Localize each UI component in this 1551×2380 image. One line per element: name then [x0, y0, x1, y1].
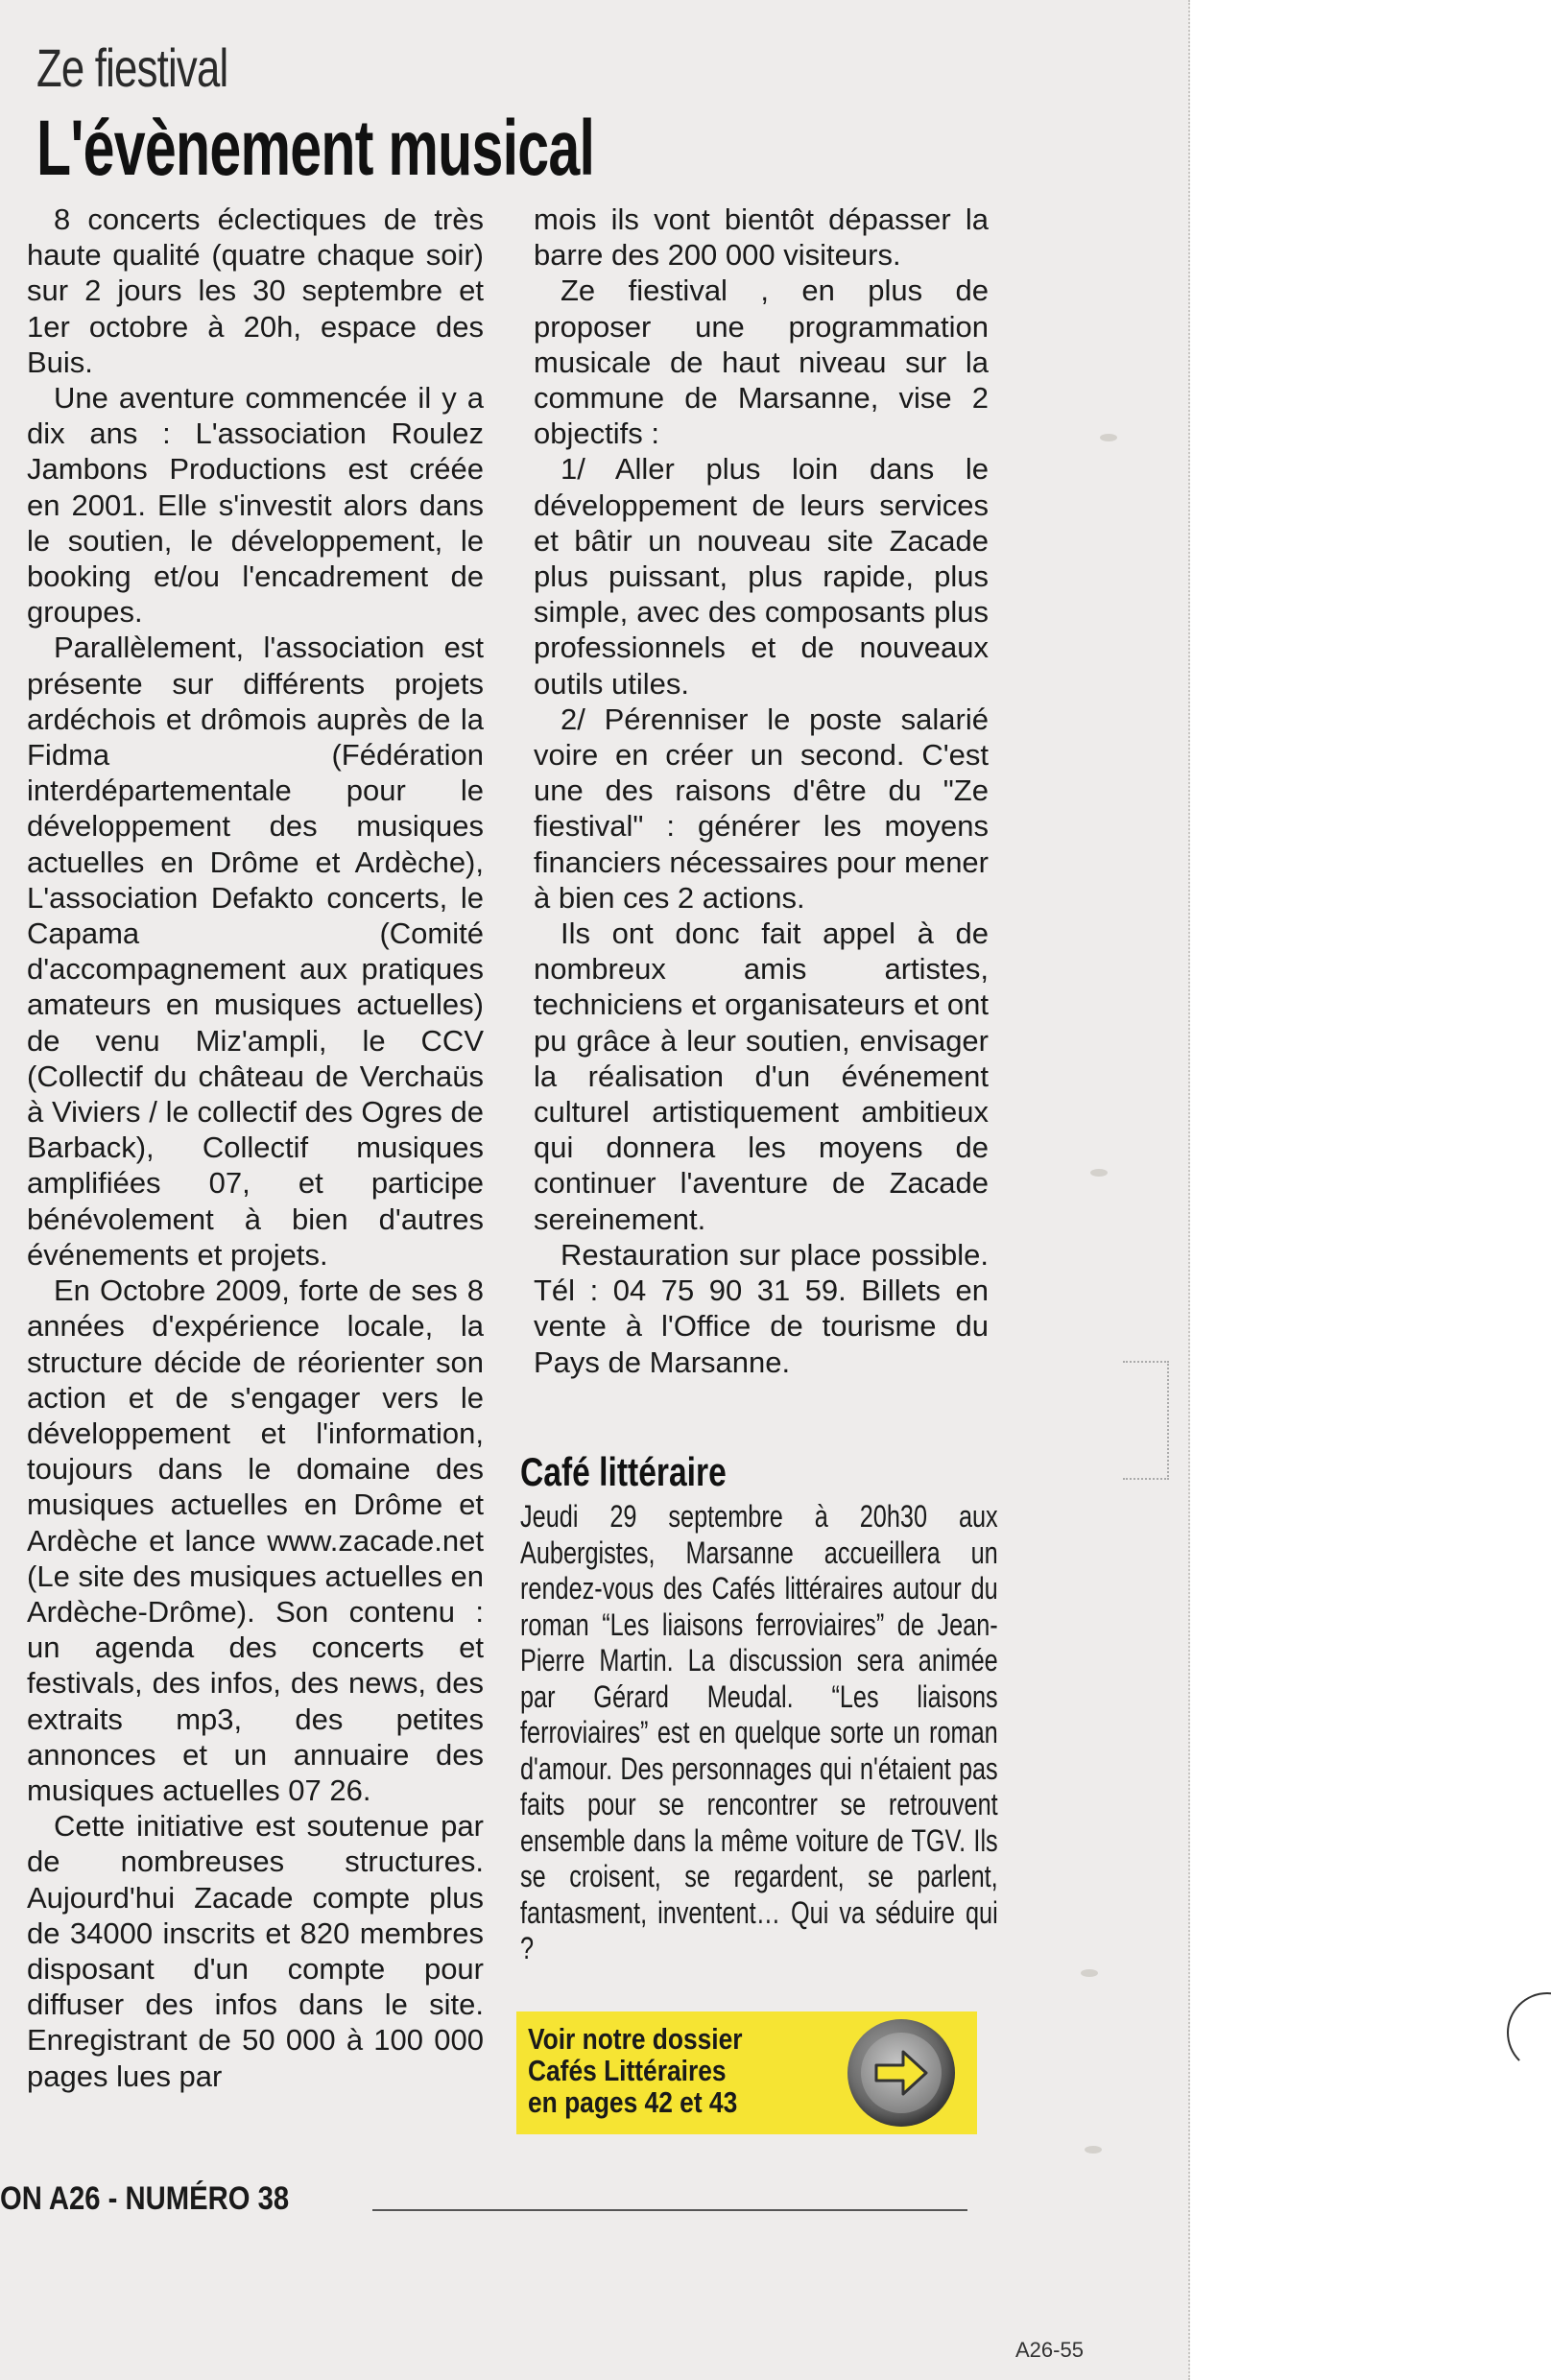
promo-box[interactable]: [516, 2011, 977, 2134]
promo-line: Cafés Littéraires: [528, 2054, 727, 2087]
paragraph: En Octobre 2009, forte de ses 8 années d'expérience locale, la structure décide de réorienter son action et de s'engager vers le développement et l'information, toujours dans le domaine des musiques actuelles en Drôme et Ardèche et lance www.zacade.net (Le site des musiques actuelles en Ardèche-Drôme). Son contenu : un agenda des concerts et festivals, des infos, des news, des extraits mp3, des petites annonces et un annuaire des musiques actuelles 07 26.: [27, 1273, 484, 1807]
paragraph: Jeudi 29 septembre à 20h30 aux Aubergistes, Marsanne accueillera un rendez-vous des Cafés littéraires autour du roman “Les liaisons ferroviaires” de Jean-Pierre Martin. La discussion sera animée par Gérard Meudal. “Les liaisons ferroviaires” est en quelque sorte un roman d'amour. Des personnages qui n'étaient pas faits pour se rencontrer se retrouvent ensemble dans la même voiture de TGV. Ils se croisent, se regardent, se parlent, fantasment, inventent… Qui va séduire qui ?: [520, 1499, 998, 1965]
article-kicker: Ze fiestival: [36, 37, 228, 98]
article-column-2: [534, 202, 989, 1380]
paragraph: 1/ Aller plus loin dans le développement de leurs services et bâtir un nouveau site Zacade plus puissant, plus rapide, plus simple, avec des composants plus professionnels et de nouveaux outils utiles.: [534, 452, 989, 701]
paragraph: Parallèlement, l'association est présente sur différents projets ardéchois et drômois auprès de la Fidma (Fédération interdépartementale pour le développement des musiques actuelles en Drôme et Ardèche), L'association Defakto concerts, le Capama (Comité d'accompagnement aux pratiques amateurs en musiques actuelles) de venu Miz'ampli, le CCV (Collectif du château de Verchaüs à Viviers / le collectif des Ogres de Barback), Collectif musiques amplifiées 07, et participe bénévolement à bien d'autres événements et projets.: [27, 631, 484, 1272]
cafe-section-title: Café littéraire: [520, 1449, 727, 1494]
promo-line: en pages 42 et 43: [528, 2085, 738, 2119]
paragraph: mois ils vont bientôt dépasser la barre des 200 000 visiteurs.: [534, 202, 989, 273]
paragraph: Cette initiative est soutenue par de nombreuses structures. Aujourd'hui Zacade compte plus de 34000 inscrits et 820 membres disposant d'un compte pour diffuser des infos dans le site. Enregistrant de 50 000 à 100 000 pages lues par: [27, 1809, 484, 2093]
paragraph: Restauration sur place possible. Tél : 04 75 90 31 59. Billets en vente à l'Office de tourisme du Pays de Marsanne.: [534, 1237, 989, 1379]
article-column-1: [27, 202, 484, 2094]
corner-mark: [1507, 1992, 1551, 2073]
paragraph: 8 concerts éclectiques de très haute qualité (quatre chaque soir) sur 2 jours les 30 septembre et 1er octobre à 20h, espace des Buis.: [27, 202, 484, 379]
edge-mark: [1123, 1361, 1169, 1480]
cafe-section-body: [520, 1499, 998, 1967]
arrow-right-icon: [861, 2033, 942, 2113]
paragraph: Une aventure commencée il y a dix ans : L'association Roulez Jambons Productions est créée en 2001. Elle s'investit alors dans le soutien, le développement, le booking et/ou l'encadrement de groupes.: [27, 381, 484, 630]
paper-speck: [1100, 434, 1117, 441]
page-footer: ON A26 - NUMÉRO 38: [0, 2180, 290, 2217]
paper-speck: [1085, 2146, 1102, 2154]
arrow-button[interactable]: [847, 2019, 955, 2127]
article-title: L'évènement musical: [36, 105, 595, 192]
footer-divider: [372, 2209, 967, 2211]
paragraph: Ils ont donc fait appel à de nombreux amis artistes, techniciens et organisateurs et ont pu grâce à leur soutien, envisager la réalisation d'un événement culturel artistiquement ambitieux qui donnera les moyens de continuer l'aventure de Zacade sereinement.: [534, 916, 989, 1236]
paper-speck: [1090, 1169, 1108, 1177]
paragraph: Ze fiestival , en plus de proposer une programmation musicale de haut niveau sur la commune de Marsanne, vise 2 objectifs :: [534, 274, 989, 451]
paragraph: 2/ Pérenniser le poste salarié voire en créer un second. C'est une des raisons d'être du "Ze fiestival" : générer les moyens financiers nécessaires pour mener à bien ces 2 actions.: [534, 702, 989, 915]
page-reference: A26-55: [1015, 2338, 1084, 2362]
promo-line: Voir notre dossier: [528, 2022, 743, 2056]
promo-text: [528, 2023, 743, 2118]
paper-speck: [1081, 1969, 1098, 1977]
